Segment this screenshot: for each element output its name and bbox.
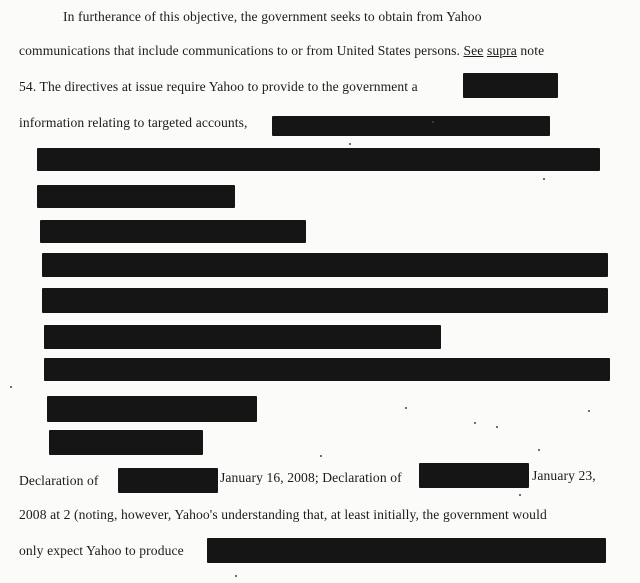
see-reference: See bbox=[463, 43, 484, 58]
redaction-block-6 bbox=[42, 253, 608, 277]
redaction-block-11 bbox=[49, 430, 203, 455]
declaration-part-2: January 16, 2008; Declaration of bbox=[220, 470, 402, 485]
declaration-part-3: January 23, bbox=[532, 468, 596, 483]
scan-speck bbox=[10, 386, 12, 388]
note-reference: note bbox=[520, 43, 545, 58]
line2-text: communications that include communications to or from United States persons. bbox=[19, 43, 461, 58]
scan-speck bbox=[432, 121, 434, 123]
scan-speck bbox=[496, 426, 498, 428]
scan-speck bbox=[349, 143, 351, 145]
paragraph-line-7: only expect Yahoo to produce bbox=[19, 543, 184, 558]
declaration-part-1: Declaration of bbox=[19, 473, 99, 488]
redaction-block-2 bbox=[272, 116, 550, 136]
scan-speck bbox=[320, 455, 322, 457]
redaction-block-12 bbox=[118, 468, 218, 493]
supra-reference: supra bbox=[486, 43, 517, 58]
redaction-block-7 bbox=[42, 288, 608, 313]
redaction-block-9 bbox=[44, 358, 610, 381]
redaction-block-13 bbox=[419, 463, 529, 488]
redaction-block-14 bbox=[207, 538, 606, 563]
redaction-block-5 bbox=[40, 220, 306, 243]
scan-speck bbox=[519, 494, 521, 496]
scan-speck bbox=[588, 410, 590, 412]
scan-speck bbox=[543, 178, 545, 180]
redaction-block-3 bbox=[37, 148, 600, 171]
redaction-block-4 bbox=[37, 185, 235, 208]
scan-speck bbox=[235, 575, 237, 577]
scan-speck bbox=[538, 449, 540, 451]
paragraph-line-6: 2008 at 2 (noting, however, Yahoo's understanding that, at least initially, the government would bbox=[19, 507, 547, 522]
paragraph-line-1: In furtherance of this objective, the government seeks to obtain from Yahoo bbox=[63, 9, 482, 24]
redaction-block-8 bbox=[44, 325, 441, 349]
scan-speck bbox=[474, 422, 476, 424]
scan-speck bbox=[405, 407, 407, 409]
redaction-block-10 bbox=[47, 396, 257, 422]
paragraph-line-2 bbox=[19, 43, 544, 59]
paragraph-line-3: 54. The directives at issue require Yahoo to provide to the government a bbox=[19, 79, 418, 94]
paragraph-line-4: information relating to targeted accounts, bbox=[19, 115, 248, 130]
redaction-block-1 bbox=[463, 73, 558, 98]
